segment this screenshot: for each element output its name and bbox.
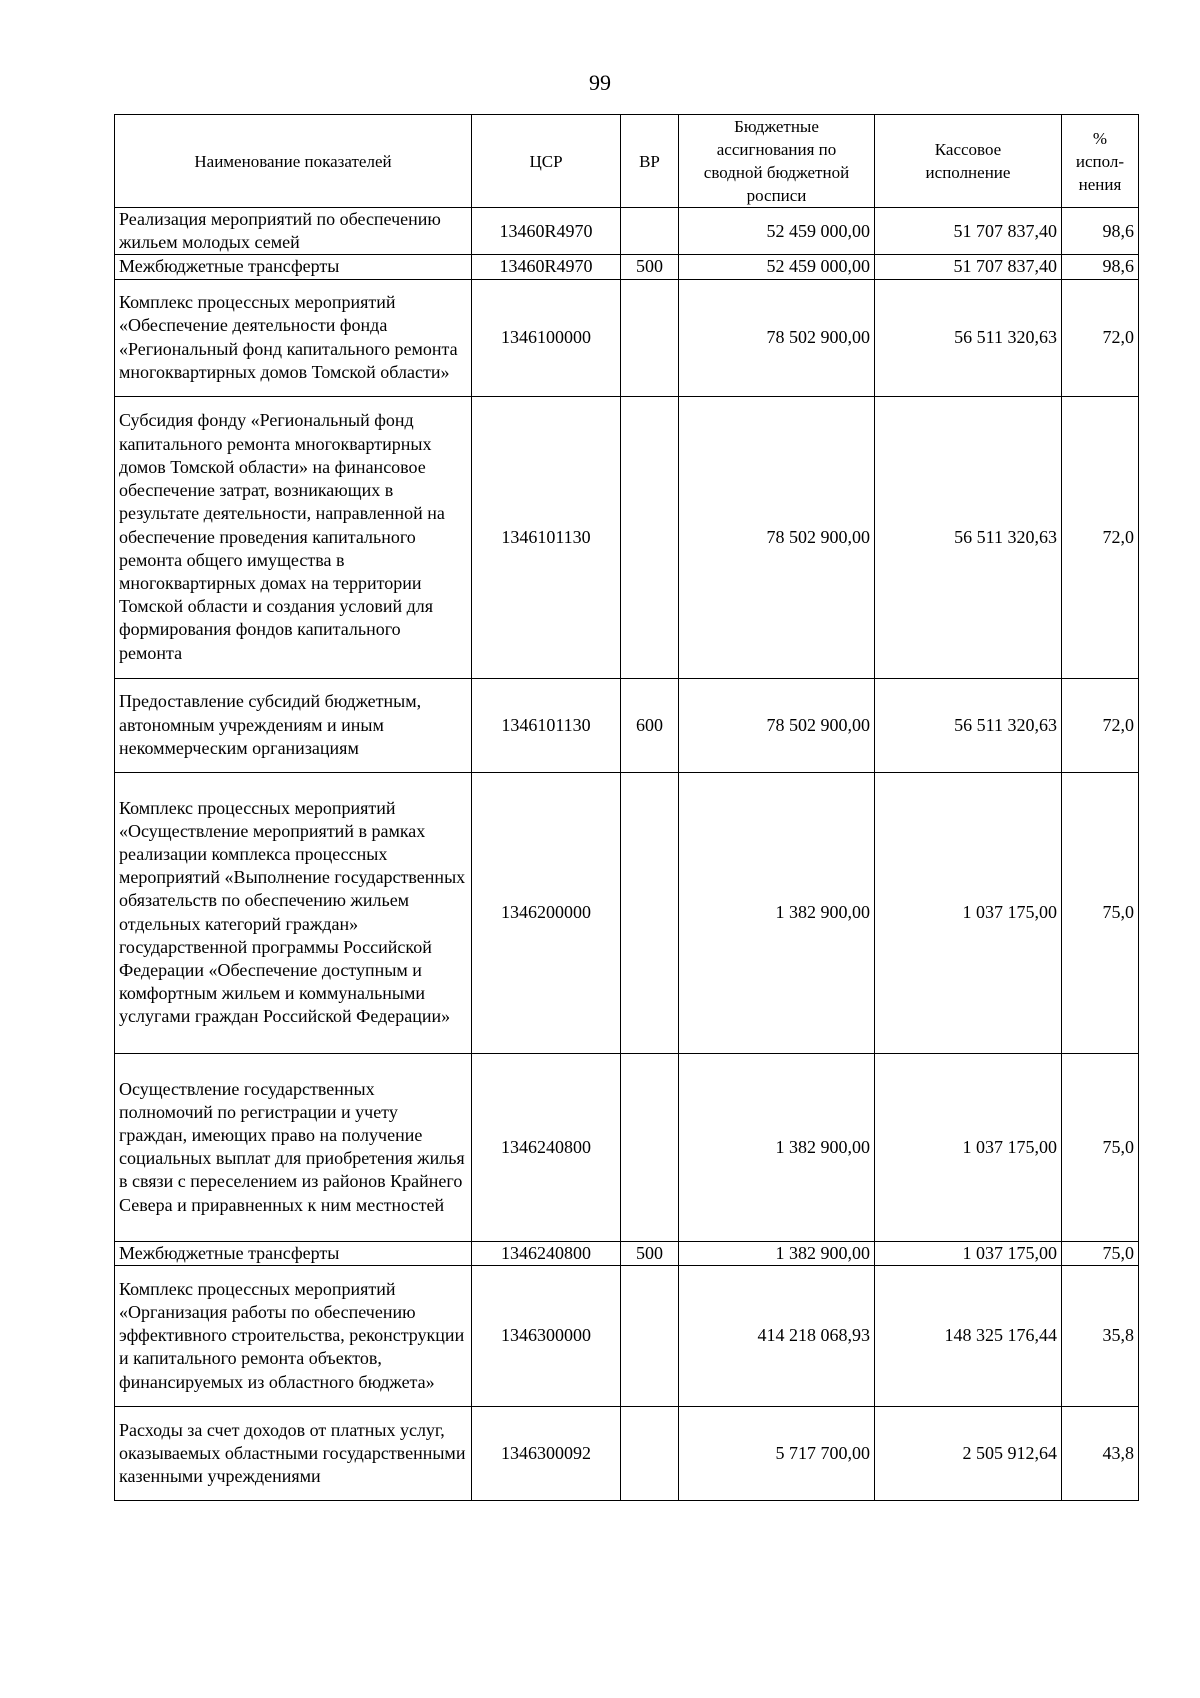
row-budget: 52 459 000,00	[679, 208, 875, 255]
table-row	[115, 1053, 1139, 1241]
table-row	[115, 772, 1139, 1053]
row-name: Межбюджетные трансферты	[115, 1241, 472, 1265]
table-row	[115, 1265, 1139, 1406]
row-vr	[621, 1053, 679, 1241]
row-vr: 600	[621, 678, 679, 772]
row-budget: 1 382 900,00	[679, 1053, 875, 1241]
row-budget: 78 502 900,00	[679, 396, 875, 678]
row-cash: 51 707 837,40	[875, 208, 1062, 255]
row-cash: 2 505 912,64	[875, 1406, 1062, 1500]
row-percent: 72,0	[1062, 279, 1139, 396]
row-csr: 1346100000	[472, 279, 621, 396]
row-percent: 72,0	[1062, 678, 1139, 772]
row-budget: 5 717 700,00	[679, 1406, 875, 1500]
table-row	[115, 396, 1139, 678]
row-name: Комплекс процессных мероприятий «Организация работы по обеспечению эффективного строительства, реконструкции и капитального ремонта объектов, финансируемых из областного бюджета»	[115, 1265, 472, 1406]
row-budget: 414 218 068,93	[679, 1265, 875, 1406]
row-cash: 1 037 175,00	[875, 772, 1062, 1053]
column-header-name: Наименование показателей	[115, 115, 472, 208]
column-header-budget: Бюджетные ассигнования по сводной бюджетной росписи	[679, 115, 875, 208]
column-header-csr: ЦСР	[472, 115, 621, 208]
header-row	[115, 115, 1139, 208]
row-percent: 35,8	[1062, 1265, 1139, 1406]
row-cash: 148 325 176,44	[875, 1265, 1062, 1406]
row-percent: 75,0	[1062, 1241, 1139, 1265]
table-row	[115, 1406, 1139, 1500]
budget-execution-table	[114, 114, 1139, 1501]
row-vr	[621, 1265, 679, 1406]
row-csr: 1346101130	[472, 396, 621, 678]
row-vr	[621, 1406, 679, 1500]
row-cash: 1 037 175,00	[875, 1241, 1062, 1265]
row-csr: 1346300092	[472, 1406, 621, 1500]
row-name: Комплекс процессных мероприятий «Осуществление мероприятий в рамках реализации комплекса процессных мероприятий «Выполнение государственных обязательств по обеспечению жильем отдельных категорий граждан» государственной программы Российской Федерации «Обеспечение доступным и комфортным жильем и коммунальными услугами граждан Российской Федерации»	[115, 772, 472, 1053]
row-budget: 1 382 900,00	[679, 1241, 875, 1265]
row-percent: 75,0	[1062, 1053, 1139, 1241]
row-csr: 1346101130	[472, 678, 621, 772]
table-row	[115, 1241, 1139, 1265]
row-percent: 98,6	[1062, 208, 1139, 255]
row-vr	[621, 279, 679, 396]
row-name: Субсидия фонду «Региональный фонд капитального ремонта многоквартирных домов Томской области» на финансовое обеспечение затрат, возникающих в результате деятельности, направленной на обеспечение проведения капитального ремонта общего имущества в многоквартирных домах на территории Томской области и создания условий для формирования фондов капитального ремонта	[115, 396, 472, 678]
row-cash: 56 511 320,63	[875, 279, 1062, 396]
row-name: Осуществление государственных полномочий по регистрации и учету граждан, имеющих право на получение социальных выплат для приобретения жилья в связи с переселением из районов Крайнего Севера и приравненных к ним местностей	[115, 1053, 472, 1241]
row-percent: 98,6	[1062, 255, 1139, 279]
row-csr: 1346240800	[472, 1053, 621, 1241]
row-csr: 1346300000	[472, 1265, 621, 1406]
row-name: Реализация мероприятий по обеспечению жильем молодых семей	[115, 208, 472, 255]
row-budget: 78 502 900,00	[679, 678, 875, 772]
row-percent: 43,8	[1062, 1406, 1139, 1500]
row-csr: 1346240800	[472, 1241, 621, 1265]
row-cash: 1 037 175,00	[875, 1053, 1062, 1241]
row-vr	[621, 772, 679, 1053]
row-vr	[621, 208, 679, 255]
row-name: Межбюджетные трансферты	[115, 255, 472, 279]
row-budget: 78 502 900,00	[679, 279, 875, 396]
row-vr	[621, 396, 679, 678]
column-header-percent: % испол-нения	[1062, 115, 1139, 208]
row-name: Комплекс процессных мероприятий «Обеспечение деятельности фонда «Региональный фонд капитального ремонта многоквартирных домов Томской области»	[115, 279, 472, 396]
row-csr: 13460R4970	[472, 208, 621, 255]
row-budget: 1 382 900,00	[679, 772, 875, 1053]
row-percent: 75,0	[1062, 772, 1139, 1053]
row-cash: 56 511 320,63	[875, 396, 1062, 678]
table-row	[115, 279, 1139, 396]
table-header	[115, 115, 1139, 208]
table-row	[115, 255, 1139, 279]
row-percent: 72,0	[1062, 396, 1139, 678]
row-name: Предоставление субсидий бюджетным, автономным учреждениям и иным некоммерческим организациям	[115, 678, 472, 772]
page-number: 99	[589, 70, 611, 95]
column-header-vr: ВР	[621, 115, 679, 208]
table-body	[115, 208, 1139, 1501]
row-cash: 51 707 837,40	[875, 255, 1062, 279]
row-csr: 13460R4970	[472, 255, 621, 279]
row-budget: 52 459 000,00	[679, 255, 875, 279]
row-cash: 56 511 320,63	[875, 678, 1062, 772]
table-row	[115, 678, 1139, 772]
column-header-cash: Кассовое исполнение	[875, 115, 1062, 208]
row-vr: 500	[621, 255, 679, 279]
table-row	[115, 208, 1139, 255]
row-csr: 1346200000	[472, 772, 621, 1053]
row-vr: 500	[621, 1241, 679, 1265]
row-name: Расходы за счет доходов от платных услуг, оказываемых областными государственными казенными учреждениями	[115, 1406, 472, 1500]
